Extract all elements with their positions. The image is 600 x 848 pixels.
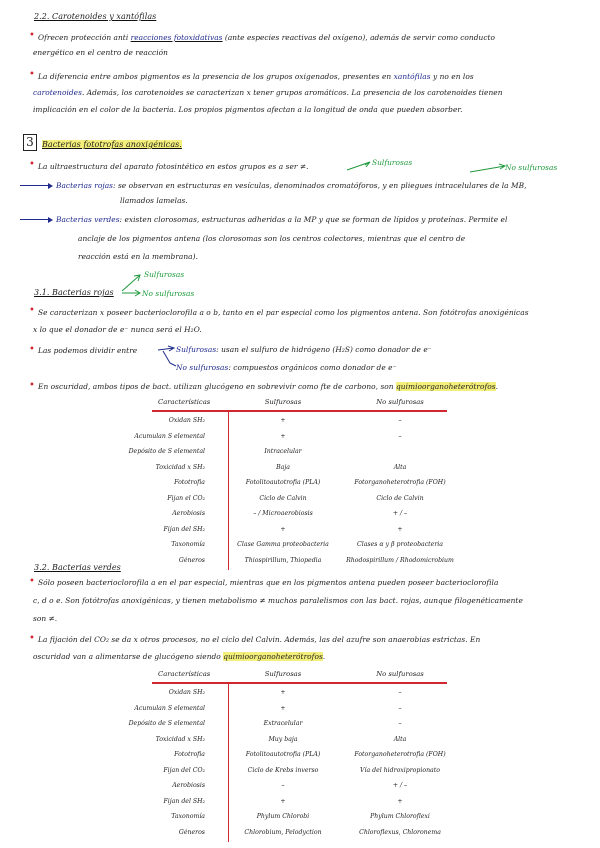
table-header: No sulfurosas (376, 398, 424, 406)
table-row-label: Fijan del SH₂ (163, 797, 205, 805)
section-2-2-heading: 2.2. Carotenoides y xantófilas (34, 12, 157, 21)
table-row-label: Géneros (178, 828, 205, 836)
text-line: oscuridad van a alimentarse de glucógeno siendo quimioorganoheterótrofos. (33, 652, 326, 661)
table-cell-sulfurosas: Thiospirillum, Thiopedia (244, 556, 322, 564)
table-cell-sulfurosas: Ciclo de Calvin (259, 494, 307, 502)
table-cell-no-sulfurosas: – (398, 417, 402, 424)
table-cell-no-sulfurosas: Fotorganoheterotrofia (FOH) (354, 751, 446, 758)
table-cell-no-sulfurosas: Fotorganoheterotrofia (FOH) (354, 479, 446, 486)
table-cell-sulfurosas: + (280, 432, 286, 440)
bullet-icon: • (29, 380, 35, 391)
highlight-term: quimioorganoheterótrofos (396, 382, 496, 391)
bullet-icon: • (29, 576, 35, 587)
text-line: En oscuridad, ambos tipos de bact. utilizan glucógeno en sobrevivir como fte de carbono, son quimioorganoheterótrofos. (38, 382, 499, 391)
text-line: carotenoides. Además, los carotenoides se caracterizan x tener grupos aromáticos. La presencia de los carotenoides tienen (33, 88, 503, 97)
bullet-icon: • (29, 305, 35, 316)
table-cell-no-sulfurosas: + / – (392, 782, 408, 789)
text-line: implicación en el color de la bacteria. Los propios pigmentos afectan a la longitud de onda que pueden absorber. (33, 105, 463, 114)
section-3-title: Bacterias fototrofas anoxigénicas. (42, 140, 182, 149)
table-row-label: Aerobiosis (172, 782, 205, 789)
table-cell-no-sulfurosas: Rhodospirillum / Rhodomicrobium (346, 556, 454, 564)
text-line: Sólo poseen bacterioclorofila a en el par especial, mientras que en los pigmentos antena pueden poseer bacterioclorofila (38, 578, 499, 587)
table-row-label: Acumulan S elemental (134, 432, 205, 440)
table-cell-sulfurosas: Baja (276, 463, 290, 471)
text-line: La ultraestructura del aparato fotosintético en estos grupos es a ser ≠. (38, 162, 309, 171)
table-cell-sulfurosas: Chlorobium, Pelodyction (244, 828, 322, 836)
text-line: La diferencia entre ambos pigmentos es la presencia de los grupos oxigenados, presentes en xantófilas y no en los (38, 72, 474, 81)
highlight-term: reacciones fotoxidativas (130, 33, 223, 42)
table-cell-sulfurosas: Intracelular (264, 448, 302, 455)
table-cell-sulfurosas: + (280, 525, 286, 533)
table-cell-sulfurosas: – / Microaerobiosis (253, 510, 313, 517)
table-row-label: Toxicidad x SH₂ (155, 463, 205, 471)
table-cell-no-sulfurosas: Alta (393, 735, 407, 743)
table-row-label: Oxidan SH₂ (168, 417, 205, 424)
table-row-label: Depósito de S elemental (128, 448, 205, 455)
text-line: Bacterias verdes: existen clorosomas, estructuras adheridas a la MP y que se forman de lípidos y proteínas. Permite el (56, 215, 508, 224)
highlight-term: carotenoides (33, 88, 82, 97)
table-row-label: Fijan del CO₂ (163, 766, 205, 774)
arrow-icon (470, 166, 505, 172)
table-cell-sulfurosas: Clase Gamma proteobacteria (237, 541, 329, 548)
table-row-label: Depósito de S elemental (128, 720, 205, 727)
table-row-label: Acumulan S elemental (134, 704, 205, 712)
text-line: reacción está en la membrana). (78, 252, 198, 261)
table-cell-no-sulfurosas: Vía del hidroxipropionato (360, 766, 440, 774)
label-no-sulfurosas: No sulfurosas (505, 163, 558, 172)
highlight-term: quimioorganoheterótrofos (223, 652, 323, 661)
bullet-icon: • (29, 344, 35, 355)
table-cell-sulfurosas: + (280, 704, 286, 712)
text-line: No sulfurosas: compuestos orgánicos como donador de e⁻ (176, 363, 397, 372)
table-row-label: Fototrofia (174, 479, 205, 486)
table-cell-sulfurosas: Phylum Chlorobi (256, 813, 310, 820)
table-row-label: Fijan el CO₂ (167, 494, 205, 502)
table-cell-sulfurosas: Fotolitoautotrofia (PLA) (245, 751, 321, 758)
table-cell-no-sulfurosas: Ciclo de Calvin (376, 494, 424, 502)
table-cell-sulfurosas: + (280, 417, 286, 424)
table-cell-sulfurosas: Ciclo de Krebs inverso (247, 766, 319, 774)
label-no-sulfurosas: No sulfurosas (142, 289, 195, 298)
table-header: Sulfurosas (264, 398, 302, 406)
table-header: Características (158, 398, 211, 406)
arrow-icon (163, 351, 176, 366)
text-line: c, d o e. Son fotótrofas anoxigénicas, y tienen metabolismo ≠ muchos paralelismos con las bact. rojas, aunque filogenéticamente (33, 596, 523, 605)
table-cell-sulfurosas: + (280, 689, 286, 696)
table-row-label: Fototrofia (174, 751, 205, 758)
bullet-icon: • (29, 69, 35, 80)
text-line: Bacterias rojas: se observan en estructuras en vesículas, denominados cromatóforos, y en pliegues intracelulares de la MB, (56, 181, 527, 190)
table-cell-sulfurosas: – (281, 782, 285, 789)
section-number-box: 3 (23, 134, 37, 151)
label-sulfurosas: Sulfurosas (144, 270, 185, 279)
arrow-icon (122, 275, 140, 291)
table-row-label: Taxonomía (171, 541, 205, 548)
table-cell-no-sulfurosas: + / – (392, 510, 408, 517)
table-cell-no-sulfurosas: Alta (393, 463, 407, 471)
text-line: Sulfurosas: usan el sulfuro de hidrógeno (H₂S) como donador de e⁻ (176, 345, 432, 354)
bullet-icon: • (29, 633, 35, 644)
text-line: x lo que el donador de e⁻ nunca será el H₂O. (33, 325, 202, 334)
text-line: anclaje de los pigmentos antena (los clorosomas son los centros colectores, mientras que el centro de (78, 234, 466, 243)
section-3-2-heading: 3.2. Bacterias verdes (34, 563, 121, 572)
text-line: La fijación del CO₂ se da x otros procesos, no el ciclo del Calvin. Además, las del azufre son anaerobias estrictas. En (38, 635, 481, 644)
table-header: Características (158, 670, 211, 678)
table-cell-no-sulfurosas: + (397, 797, 403, 805)
table-cell-no-sulfurosas: + (397, 525, 403, 533)
table-cell-sulfurosas: + (280, 797, 286, 805)
bullet-icon: • (29, 30, 35, 41)
table-row-label: Taxonomía (171, 813, 205, 820)
table-cell-no-sulfurosas: – (398, 689, 402, 696)
section-3-1-heading: 3.1. Bacterias rojas (34, 288, 114, 297)
text-line: Se caracterizan x poseer bacterioclorofila a o b, tanto en el par especial como los pigmentos antena. Son fotótrofas anoxigénicas (38, 308, 529, 317)
table-cell-no-sulfurosas: – (398, 432, 402, 440)
table-row-label: Fijan del SH₂ (163, 525, 205, 533)
text-line: son ≠. (33, 614, 58, 623)
table-cell-no-sulfurosas: – (398, 704, 402, 712)
text-line: Las podemos dividir entre (38, 346, 138, 355)
highlight-term: xantófilas (393, 72, 431, 81)
text-line: energético en el centro de reacción (33, 48, 168, 57)
table-cell-sulfurosas: Fotolitoautotrofia (PLA) (245, 479, 321, 486)
table-cell-sulfurosas: Muy baja (268, 735, 298, 743)
text-line: llamados lamelas. (120, 196, 188, 205)
table-cell-sulfurosas: Extracelular (263, 720, 303, 727)
table-cell-no-sulfurosas: Chloroflexus, Chloronema (359, 828, 441, 836)
table-row-label: Géneros (178, 556, 205, 564)
label-sulfurosas: Sulfurosas (372, 158, 413, 167)
table-cell-no-sulfurosas: – (398, 720, 402, 727)
table-row-label: Oxidan SH₂ (168, 689, 205, 696)
table-header: No sulfurosas (376, 670, 424, 678)
table-row-label: Toxicidad x SH₂ (155, 735, 205, 743)
text-line: Ofrecen protección anti reacciones fotoxidativas (ante especies reactivas del oxígeno), además de servir como conducto (38, 33, 496, 42)
table-row-label: Aerobiosis (172, 510, 205, 517)
table-cell-no-sulfurosas: Clases α y β proteobacteria (357, 541, 443, 548)
bullet-icon: • (29, 159, 35, 170)
table-header: Sulfurosas (264, 670, 302, 678)
table-cell-no-sulfurosas: Phylum Chloroflexi (370, 813, 430, 820)
